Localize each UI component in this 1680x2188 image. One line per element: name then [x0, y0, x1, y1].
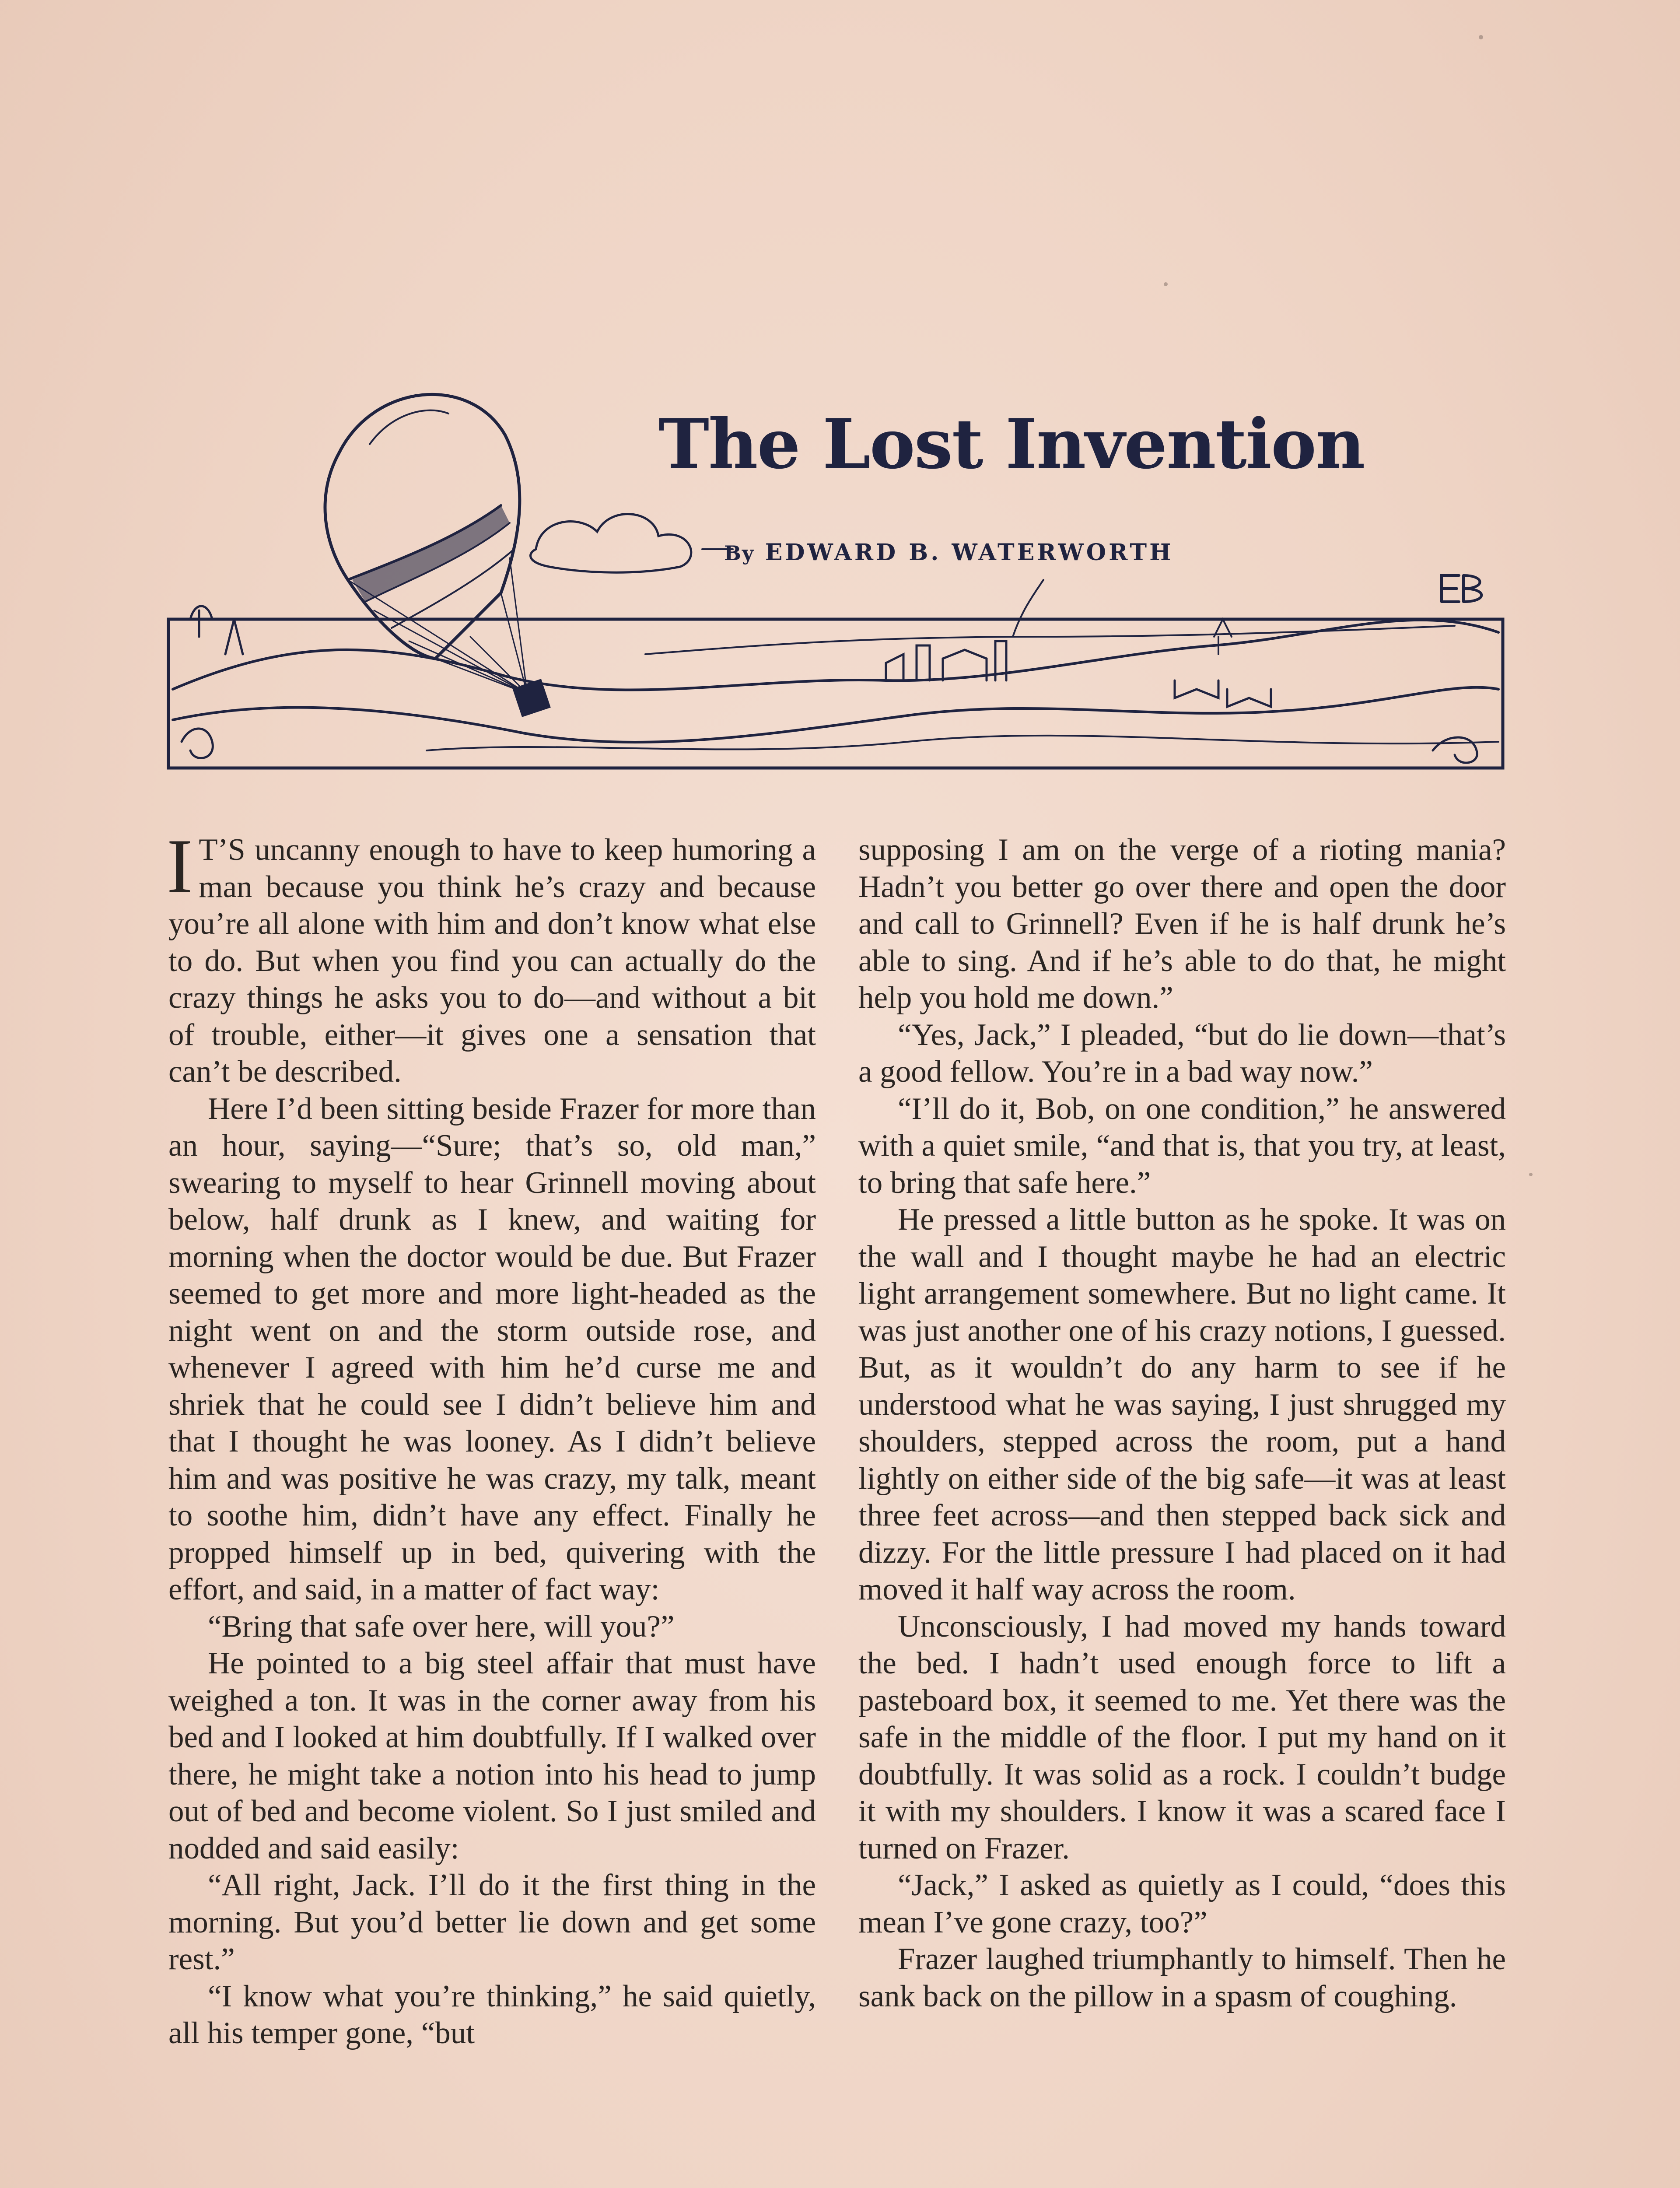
paper-speck: [1164, 282, 1168, 286]
author-name: EDWARD B. WATERWORTH: [765, 539, 1174, 566]
paragraph: [167, 823, 816, 1090]
text-column-right: [858, 831, 1506, 2015]
paragraph: Unconsciously, I had moved my hands toward the bed. I hadn’t used enough force to lift a pasteboard box, it seemed to me. Yet there was the safe in the middle of the floor. I put my hand on it doubtfully. It was solid as a rock. I couldn’t budge it with my shoulders. I know it was a scared face I turned on Frazer.: [858, 1609, 1506, 1865]
paragraph: “I know what you’re thinking,” he said quietly, all his temper gone, “but: [168, 1979, 816, 2050]
paragraph-text: T’S uncanny enough to have to keep humoring a man because you think he’s crazy and because you’re all alone with him and don’t know what else to do. But when you find you can actually do the crazy things he asks you to do—and without a bit of trouble, either—it gives one a sensation that can’t be described.: [168, 833, 816, 1089]
paragraph: “Bring that safe over here, will you?”: [208, 1609, 675, 1644]
story-title: The Lost Invention: [658, 404, 1365, 484]
drop-cap: I: [167, 823, 193, 909]
paper-speck: [1479, 35, 1483, 39]
paragraph: “I’ll do it, Bob, on one condition,” he answered with a quiet smile, “and that is, that you try, at least, to bring that safe here.”: [858, 1091, 1506, 1200]
paragraph: “Yes, Jack,” I pleaded, “but do lie down—that’s a good fellow. You’re in a bad way now.”: [858, 1017, 1506, 1089]
paper-speck: [1529, 1173, 1533, 1176]
paragraph: Here I’d been sitting beside Frazer for more than an hour, saying—“Sure; that’s so, old man,” swearing to myself to hear Grinnell moving about below, half drunk as I knew, and waiting for morning when the doctor would be due. But Frazer seemed to get more and more light-headed as the night went on and the storm outside rose, and whenever I agreed with him he’d curse me and shriek that he could see I didn’t believe him and that I thought he was looney. As I didn’t believe him and was positive he was crazy, my talk, meant to soothe him, didn’t have any effect. Finally he propped himself up in bed, quivering with the effort, and said, in a matter of fact way:: [168, 1091, 816, 1606]
paragraph: Frazer laughed triumphantly to himself. Then he sank back on the pillow in a spasm of coughing.: [858, 1942, 1506, 2013]
paragraph: He pressed a little button as he spoke. It was on the wall and I thought maybe he had an electric light arrangement somewhere. But no light came. It was just another one of his crazy notions, I guessed. But, as it wouldn’t do any harm to see if he understood what he was saying, I just shrugged my shoulders, stepped across the room, put a hand lightly on either side of the big safe—it was at least three feet across—and then stepped back sick and dizzy. For the little pressure I had placed on it had moved it half way across the room.: [858, 1203, 1506, 1606]
paragraph: “Jack,” I asked as quietly as I could, “does this mean I’ve gone crazy, too?”: [858, 1868, 1506, 1939]
paragraph: He pointed to a big steel affair that must have weighed a ton. It was in the corner away from his bed and I looked at him doubtfully. If I walked over there, he might take a notion into his head to jump out of bed and become violent. So I just smiled and nodded and said easily:: [168, 1646, 816, 1865]
byline-prefix: By: [724, 541, 755, 565]
paragraph: supposing I am on the verge of a rioting mania? Hadn’t you better go over there and open the door and call to Grinnell? Even if he is half drunk he’s able to sing. And if he’s able to do that, he might help you hold me down.”: [858, 833, 1506, 1015]
story-byline: [724, 537, 1380, 568]
text-column-left: [167, 823, 816, 2052]
paragraph: “All right, Jack. I’ll do it the first thing in the morning. But you’d better lie down and get some rest.”: [168, 1868, 816, 1976]
